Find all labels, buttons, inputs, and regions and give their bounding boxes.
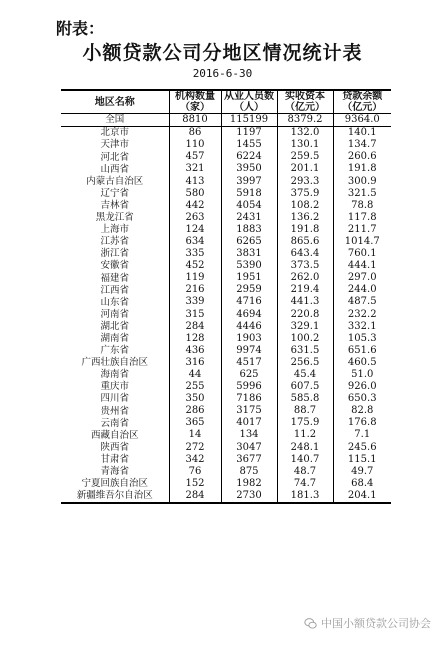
loan-balance: 9364.0 <box>333 114 391 127</box>
loan-balance: 105.3 <box>333 333 391 345</box>
employee-count: 1903 <box>221 333 277 345</box>
paid-in-capital: 259.5 <box>277 151 333 163</box>
table-row <box>61 296 391 308</box>
institution-count: 272 <box>169 442 221 454</box>
paid-in-capital: 136.2 <box>277 212 333 224</box>
employee-count: 7186 <box>221 393 277 405</box>
employee-count: 5390 <box>221 260 277 272</box>
paid-in-capital: 643.4 <box>277 248 333 260</box>
paid-in-capital: 140.7 <box>277 454 333 466</box>
region-name: 山西省 <box>100 163 129 175</box>
table-row <box>61 405 391 417</box>
paid-in-capital: 631.5 <box>277 345 333 357</box>
region-name: 广西壮族自治区 <box>81 357 148 369</box>
loan-balance: 134.7 <box>333 139 391 151</box>
employee-count: 1197 <box>221 127 277 140</box>
employee-count: 3047 <box>221 442 277 454</box>
header-institutions: 机构数量 （家） <box>169 90 221 114</box>
region-name: 湖南省 <box>100 332 129 344</box>
paid-in-capital: 201.1 <box>277 163 333 175</box>
region-name: 浙江省 <box>100 248 129 260</box>
paid-in-capital: 220.8 <box>277 309 333 321</box>
paid-in-capital: 256.5 <box>277 357 333 369</box>
region-name: 新疆维吾尔自治区 <box>76 490 153 502</box>
region-name: 四川省 <box>100 393 129 405</box>
loan-balance: 117.8 <box>333 212 391 224</box>
employee-count: 4054 <box>221 200 277 212</box>
region-name: 北京市 <box>100 127 129 139</box>
paid-in-capital: 293.3 <box>277 175 333 187</box>
table-row <box>61 417 391 429</box>
table-row <box>61 357 391 369</box>
employee-count: 875 <box>221 466 277 478</box>
employee-count: 1982 <box>221 478 277 490</box>
table-row <box>61 381 391 393</box>
loan-balance: 297.0 <box>333 272 391 284</box>
paid-in-capital: 8379.2 <box>277 114 333 127</box>
table-row <box>61 284 391 296</box>
region-name: 辽宁省 <box>100 187 129 199</box>
region-name: 内蒙古自治区 <box>86 175 144 187</box>
table-row <box>61 466 391 478</box>
loan-balance: 68.4 <box>333 478 391 490</box>
employee-count: 3997 <box>221 175 277 187</box>
table-row <box>61 345 391 357</box>
employee-count: 2431 <box>221 212 277 224</box>
table-row <box>61 248 391 260</box>
employee-count: 3175 <box>221 405 277 417</box>
table-row <box>61 114 391 127</box>
table-row <box>61 200 391 212</box>
institution-count: 119 <box>169 272 221 284</box>
paid-in-capital: 585.8 <box>277 393 333 405</box>
header-employees: 从业人员数 （人） <box>221 90 277 114</box>
loan-balance: 926.0 <box>333 381 391 393</box>
table-row <box>61 490 391 503</box>
employee-count: 115199 <box>221 114 277 127</box>
loan-balance: 444.1 <box>333 260 391 272</box>
region-name: 黑龙江省 <box>95 212 134 224</box>
region-name: 西藏自治区 <box>90 429 139 441</box>
institution-count: 255 <box>169 381 221 393</box>
institution-count: 284 <box>169 490 221 503</box>
employee-count: 9974 <box>221 345 277 357</box>
institution-count: 436 <box>169 345 221 357</box>
table-header-row <box>61 90 391 114</box>
loan-balance: 191.8 <box>333 163 391 175</box>
table-row <box>61 212 391 224</box>
table-row <box>61 454 391 466</box>
employee-count: 1951 <box>221 272 277 284</box>
institution-count: 284 <box>169 321 221 333</box>
employee-count: 2959 <box>221 284 277 296</box>
region-name: 河南省 <box>100 308 129 320</box>
region-name: 海南省 <box>100 369 129 381</box>
employee-count: 6265 <box>221 236 277 248</box>
table-row <box>61 272 391 284</box>
institution-count: 44 <box>169 369 221 381</box>
paid-in-capital: 248.1 <box>277 442 333 454</box>
region-name: 山东省 <box>100 296 129 308</box>
institution-count: 350 <box>169 393 221 405</box>
institution-count: 76 <box>169 466 221 478</box>
institution-count: 14 <box>169 429 221 441</box>
paid-in-capital: 262.0 <box>277 272 333 284</box>
page-title: 小额贷款公司分地区情况统计表 <box>82 42 363 64</box>
institution-count: 321 <box>169 163 221 175</box>
table-row <box>61 224 391 236</box>
table-row <box>61 188 391 200</box>
paid-in-capital: 48.7 <box>277 466 333 478</box>
watermark-text: 中国小额贷款公司协会 <box>321 617 431 630</box>
paid-in-capital: 108.2 <box>277 200 333 212</box>
institution-count: 152 <box>169 478 221 490</box>
employee-count: 4716 <box>221 296 277 308</box>
institution-count: 413 <box>169 175 221 187</box>
paid-in-capital: 132.0 <box>277 127 333 140</box>
institution-count: 128 <box>169 333 221 345</box>
employee-count: 625 <box>221 369 277 381</box>
table-row <box>61 175 391 187</box>
table-row <box>61 127 391 140</box>
employee-count: 4446 <box>221 321 277 333</box>
paid-in-capital: 100.2 <box>277 333 333 345</box>
region-name: 湖北省 <box>100 320 129 332</box>
employee-count: 5918 <box>221 188 277 200</box>
loan-balance: 260.6 <box>333 151 391 163</box>
loan-balance: 115.1 <box>333 454 391 466</box>
paid-in-capital: 441.3 <box>277 296 333 308</box>
loan-balance: 204.1 <box>333 490 391 503</box>
institution-count: 335 <box>169 248 221 260</box>
paid-in-capital: 191.8 <box>277 224 333 236</box>
region-name: 福建省 <box>100 272 129 284</box>
institution-count: 365 <box>169 417 221 429</box>
table-row <box>61 309 391 321</box>
paid-in-capital: 219.4 <box>277 284 333 296</box>
table-row <box>61 333 391 345</box>
header-region: 地区名称 <box>61 90 169 114</box>
employee-count: 3831 <box>221 248 277 260</box>
region-name: 贵州省 <box>100 405 129 417</box>
institution-count: 315 <box>169 309 221 321</box>
paid-in-capital: 175.9 <box>277 417 333 429</box>
employee-count: 1455 <box>221 139 277 151</box>
report-date: 2016-6-30 <box>192 67 253 80</box>
institution-count: 342 <box>169 454 221 466</box>
institution-count: 263 <box>169 212 221 224</box>
institution-count: 339 <box>169 296 221 308</box>
institution-count: 286 <box>169 405 221 417</box>
institution-count: 216 <box>169 284 221 296</box>
employee-count: 134 <box>221 429 277 441</box>
loan-balance: 211.7 <box>333 224 391 236</box>
loan-balance: 651.6 <box>333 345 391 357</box>
employee-count: 4017 <box>221 417 277 429</box>
paid-in-capital: 88.7 <box>277 405 333 417</box>
paid-in-capital: 130.1 <box>277 139 333 151</box>
loan-balance: 760.1 <box>333 248 391 260</box>
watermark <box>304 615 431 631</box>
employee-count: 2730 <box>221 490 277 503</box>
table-row <box>61 478 391 490</box>
employee-count: 4517 <box>221 357 277 369</box>
wechat-icon <box>304 617 317 630</box>
paid-in-capital: 74.7 <box>277 478 333 490</box>
paid-in-capital: 607.5 <box>277 381 333 393</box>
table-row <box>61 139 391 151</box>
table-row <box>61 163 391 175</box>
table-row <box>61 442 391 454</box>
region-name: 安徽省 <box>100 260 129 272</box>
loan-balance: 245.6 <box>333 442 391 454</box>
loan-balance: 321.5 <box>333 188 391 200</box>
region-name: 陕西省 <box>100 441 129 453</box>
institution-count: 442 <box>169 200 221 212</box>
loan-balance: 650.3 <box>333 393 391 405</box>
institution-count: 110 <box>169 139 221 151</box>
attachment-label: 附表： <box>56 19 105 38</box>
paid-in-capital: 329.1 <box>277 321 333 333</box>
employee-count: 3950 <box>221 163 277 175</box>
region-name: 全国 <box>61 114 169 127</box>
loan-balance: 82.8 <box>333 405 391 417</box>
loan-balance: 332.1 <box>333 321 391 333</box>
paid-in-capital: 373.5 <box>277 260 333 272</box>
region-name: 重庆市 <box>100 381 129 393</box>
region-name: 广东省 <box>100 345 129 357</box>
table-row <box>61 260 391 272</box>
loan-balance: 78.8 <box>333 200 391 212</box>
paid-in-capital: 45.4 <box>277 369 333 381</box>
loan-balance: 244.0 <box>333 284 391 296</box>
statistics-table <box>61 89 391 504</box>
employee-count: 6224 <box>221 151 277 163</box>
paid-in-capital: 11.2 <box>277 429 333 441</box>
institution-count: 634 <box>169 236 221 248</box>
region-name: 江苏省 <box>100 236 129 248</box>
loan-balance: 1014.7 <box>333 236 391 248</box>
employee-count: 1883 <box>221 224 277 236</box>
loan-balance: 140.1 <box>333 127 391 140</box>
loan-balance: 7.1 <box>333 429 391 441</box>
header-paid-in-capital: 实收资本 （亿元） <box>277 90 333 114</box>
table-row <box>61 321 391 333</box>
table-row <box>61 429 391 441</box>
institution-count: 86 <box>169 127 221 140</box>
region-name: 天津市 <box>100 139 129 151</box>
paid-in-capital: 181.3 <box>277 490 333 503</box>
loan-balance: 460.5 <box>333 357 391 369</box>
employee-count: 3677 <box>221 454 277 466</box>
loan-balance: 49.7 <box>333 466 391 478</box>
institution-count: 452 <box>169 260 221 272</box>
institution-count: 580 <box>169 188 221 200</box>
paid-in-capital: 375.9 <box>277 188 333 200</box>
loan-balance: 300.9 <box>333 175 391 187</box>
table-row <box>61 369 391 381</box>
institution-count: 8810 <box>169 114 221 127</box>
region-name: 云南省 <box>100 417 129 429</box>
region-name: 甘肃省 <box>100 453 129 465</box>
region-name: 河北省 <box>100 151 129 163</box>
loan-balance: 232.2 <box>333 309 391 321</box>
loan-balance: 176.8 <box>333 417 391 429</box>
employee-count: 5996 <box>221 381 277 393</box>
institution-count: 457 <box>169 151 221 163</box>
table-row <box>61 151 391 163</box>
region-name: 江西省 <box>100 284 129 296</box>
table-row <box>61 236 391 248</box>
loan-balance: 51.0 <box>333 369 391 381</box>
region-name: 吉林省 <box>100 199 129 211</box>
institution-count: 316 <box>169 357 221 369</box>
region-name: 上海市 <box>100 224 129 236</box>
region-name: 宁夏回族自治区 <box>81 478 148 490</box>
table-row <box>61 393 391 405</box>
header-loan-balance: 贷款余额 （亿元） <box>333 90 391 114</box>
institution-count: 124 <box>169 224 221 236</box>
loan-balance: 487.5 <box>333 296 391 308</box>
paid-in-capital: 865.6 <box>277 236 333 248</box>
region-name: 青海省 <box>100 466 129 478</box>
employee-count: 4694 <box>221 309 277 321</box>
